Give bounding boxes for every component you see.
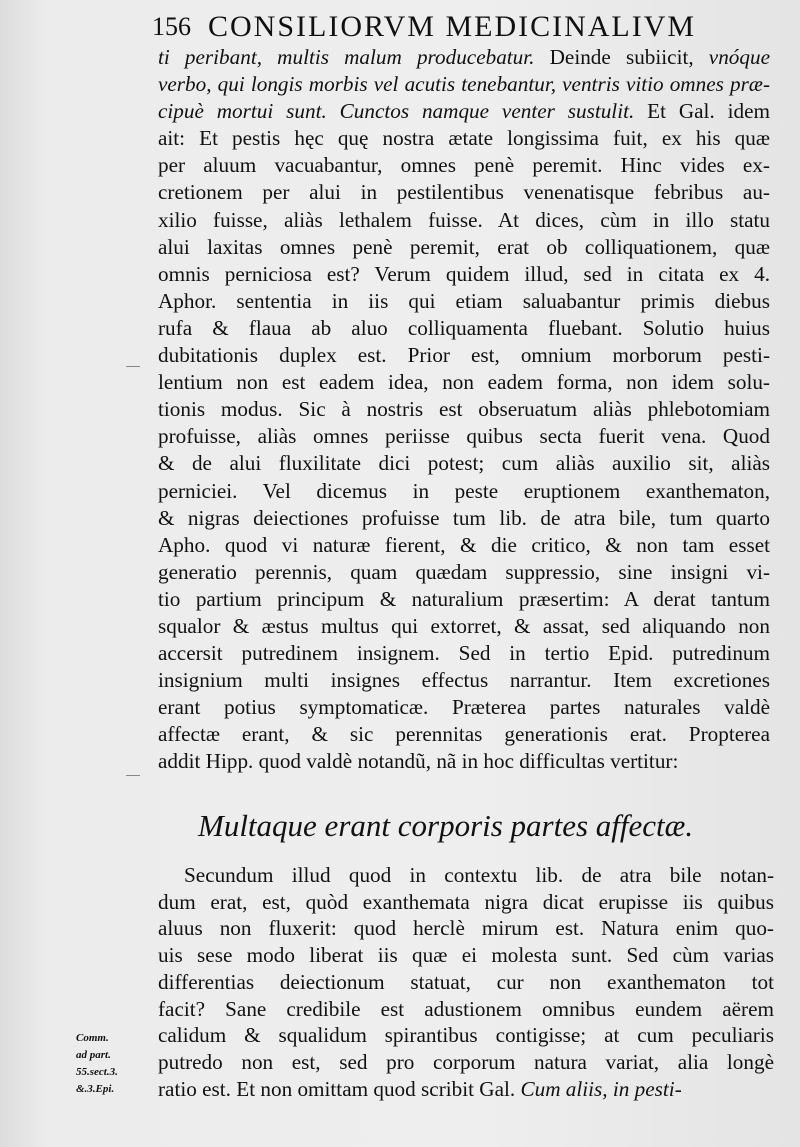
text-span: perniciei. Vel dicemus in peste eruptionem exanthematon, bbox=[158, 478, 770, 503]
italic-span: cipuè mortui sunt. Cunctos namque venter sustulit. bbox=[158, 99, 635, 124]
text-span: & de alui fluxilitate dici potest; cum aliàs auxilio sit, aliàs bbox=[158, 451, 770, 476]
text-line bbox=[158, 396, 770, 423]
text-span: Apho. quod vi naturæ fierent, & die critico, & non tam esset bbox=[158, 532, 770, 557]
text-line bbox=[158, 1022, 774, 1049]
text-line bbox=[158, 667, 770, 694]
text-line bbox=[158, 98, 770, 125]
second-text-block bbox=[158, 862, 774, 1102]
text-span: Aphor. sententia in iis qui etiam saluabantur primis diebus bbox=[158, 288, 770, 313]
margin-note-line: Comm. bbox=[76, 1032, 109, 1044]
text-line bbox=[158, 996, 774, 1023]
text-line bbox=[158, 71, 770, 98]
text-line bbox=[158, 586, 770, 613]
text-line bbox=[158, 369, 770, 396]
text-line bbox=[158, 942, 774, 969]
text-line bbox=[158, 721, 770, 748]
text-span: ait: Et pestis hęc quę nostra ætate longissima fuit, ex his quæ bbox=[158, 126, 770, 151]
text-line bbox=[158, 694, 770, 721]
text-line bbox=[158, 450, 770, 477]
page-header bbox=[152, 6, 792, 46]
text-span: ratio est. Et non omittam quod scribit Gal. bbox=[158, 1076, 521, 1101]
running-title: CONSILIORVM MEDICINALIVM bbox=[208, 10, 697, 43]
text-line bbox=[158, 207, 770, 234]
text-span: dum erat, est, quòd exanthemata nigra dicat erupisse iis quibus bbox=[158, 889, 774, 914]
text-span: aluus non fluxerit: quod herclè mirum est. Natura enim quo- bbox=[158, 916, 774, 941]
text-line bbox=[158, 125, 770, 152]
text-span: profuisse, aliàs omnes periisse quibus secta fuerit vena. Quod bbox=[158, 424, 770, 449]
text-span: facit? Sane credibile est adustionem omnibus eundem aërem bbox=[158, 996, 774, 1021]
text-span: calidum & squalidum spirantibus contigisse; at cum peculiaris bbox=[158, 1023, 774, 1048]
main-text-block bbox=[158, 44, 770, 776]
text-line bbox=[158, 342, 770, 369]
text-span: tionis modus. Sic à nostris est obseruatum aliàs phlebotomiam bbox=[158, 397, 770, 422]
text-line bbox=[158, 152, 770, 179]
text-line bbox=[158, 640, 770, 667]
text-line bbox=[158, 179, 770, 206]
text-span: affectæ erant, & sic perennitas generationis erat. Propterea bbox=[158, 722, 770, 747]
text-line bbox=[158, 969, 774, 996]
text-span: omnis perniciosa est? Verum quidem illud, sed in citata ex 4. bbox=[158, 261, 770, 286]
text-span: cretionem per alui in pestilentibus venenatisque febribus au- bbox=[158, 180, 770, 205]
text-line bbox=[158, 423, 770, 450]
text-span: accersit putredinem insignem. Sed in tertio Epid. putredinum bbox=[158, 641, 770, 666]
text-span: alui laxitas omnes penè peremit, erat ob colliquationem, quæ bbox=[158, 234, 770, 259]
text-line bbox=[158, 532, 770, 559]
text-line bbox=[158, 915, 774, 942]
text-span: uis sese modo liberat iis quæ ei molesta sunt. Sed cùm varias bbox=[158, 943, 774, 968]
margin-note-line: 55.sect.3. bbox=[76, 1066, 118, 1078]
text-line bbox=[158, 559, 770, 586]
section-heading: Multaque erant corporis partes affectæ. bbox=[198, 808, 694, 843]
text-span: Secundum illud quod in contextu lib. de atra bile notan- bbox=[184, 863, 774, 887]
margin-note-line: ad part. bbox=[76, 1049, 111, 1061]
text-span: xilio fuisse, aliàs lethalem fuisse. At dices, cùm in illo statu bbox=[158, 207, 770, 232]
text-span: dubitationis duplex est. Prior est, omnium morborum pesti- bbox=[158, 343, 770, 368]
text-span: Et Gal. idem bbox=[634, 99, 770, 124]
text-span: lentium non est eadem idea, non eadem forma, non idem solu- bbox=[158, 370, 770, 395]
italic-span: ti peribant, multis malum producebatur. bbox=[158, 45, 535, 69]
text-span: insignium multi insignes effectus narrantur. Item excretiones bbox=[158, 668, 770, 693]
margin-note bbox=[76, 1030, 152, 1098]
text-line bbox=[158, 1076, 774, 1103]
text-span: Deinde subiicit, bbox=[534, 45, 709, 69]
margin-rule-mark bbox=[126, 366, 140, 367]
text-line bbox=[158, 748, 770, 775]
italic-span: vnóque bbox=[708, 45, 770, 69]
text-line bbox=[158, 1049, 774, 1076]
italic-span: verbo, qui longis morbis vel acutis tenebantur, ventris vitio omnes præ- bbox=[158, 72, 770, 97]
text-span: differentias deiectionum statuat, cur non exanthematon tot bbox=[158, 969, 774, 994]
text-line bbox=[158, 261, 770, 288]
italic-span: Cum aliis, in pesti- bbox=[520, 1076, 682, 1101]
page-number: 156 bbox=[152, 12, 191, 41]
text-span: addit Hipp. quod valdè notandũ, nã in hoc difficultas vertitur: bbox=[158, 749, 679, 774]
text-span: per aluum vacuabantur, omnes penè peremit. Hinc vides ex- bbox=[158, 153, 770, 178]
text-line bbox=[158, 234, 770, 261]
text-line bbox=[158, 505, 770, 532]
text-span: & nigras deiectiones profuisse tum lib. de atra bile, tum quarto bbox=[158, 505, 770, 530]
text-line bbox=[158, 862, 774, 889]
text-line bbox=[158, 288, 770, 315]
text-line bbox=[158, 315, 770, 342]
text-line bbox=[158, 478, 770, 505]
text-line bbox=[158, 889, 774, 916]
text-span: tio partium principum & naturalium præsertim: A derat tantum bbox=[158, 586, 770, 611]
text-span: generatio perennis, quam quædam suppressio, sine insigni vi- bbox=[158, 559, 770, 584]
text-span: putredo non est, sed pro corporum natura variat, alia longè bbox=[158, 1049, 774, 1074]
text-span: erant potius symptomaticæ. Præterea partes naturales valdè bbox=[158, 695, 770, 720]
text-line bbox=[158, 613, 770, 640]
text-span: squalor & æstus multus qui extorret, & assat, sed aliquando non bbox=[158, 613, 770, 638]
margin-note-line: &.3.Epi. bbox=[76, 1083, 115, 1095]
text-span: rufa & flaua ab aluo colliquamenta fluebant. Solutio huius bbox=[158, 315, 770, 340]
text-line bbox=[158, 44, 770, 71]
margin-rule-mark bbox=[126, 775, 140, 776]
